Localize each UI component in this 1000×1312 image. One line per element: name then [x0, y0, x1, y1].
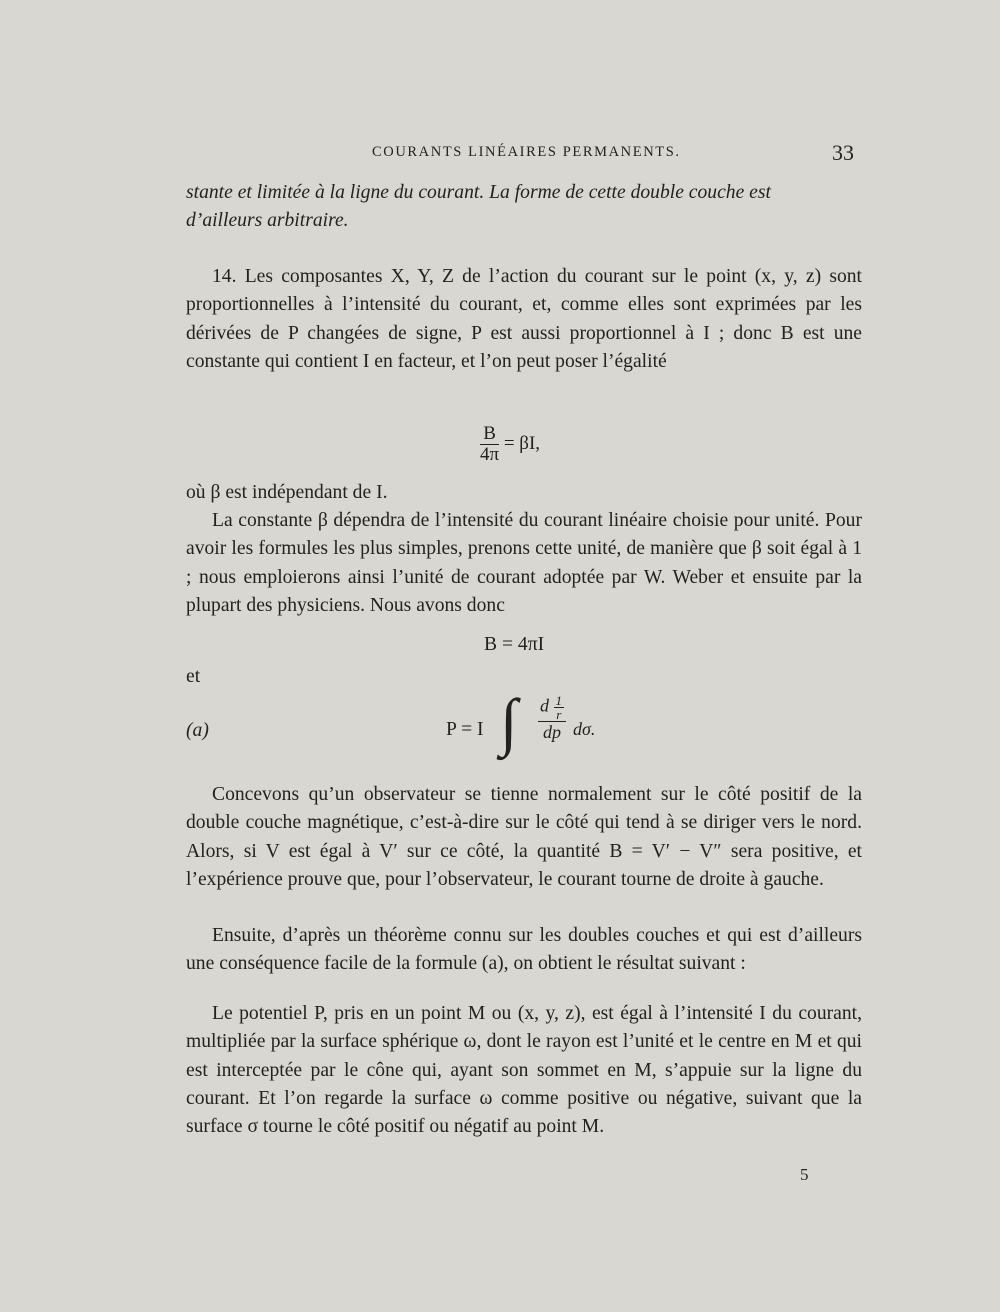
paragraph-beta: [186, 479, 862, 507]
paragraph-continuation: [186, 179, 862, 236]
differential-d: d: [540, 695, 549, 716]
page-number: 33: [832, 140, 854, 165]
integral-sign: ∫: [500, 686, 518, 757]
inner-denominator: r: [556, 707, 562, 722]
fraction-numerator: B: [480, 424, 499, 445]
text-line: d’ailleurs arbitraire.: [186, 210, 349, 232]
fraction: [538, 694, 566, 742]
paragraph-text: 14. Les composantes X, Y, Z de l’action du courant sur le point (x, y, z) sont proportionnelles à l’intensité du courant, et, comme elles sont exprimées par les dérivées de P changées de signe, P est aussi proportionnel à I ; donc B est une constante qui contient I en facteur, et l’on peut poser l’égalité: [186, 266, 862, 372]
inner-numerator: 1: [555, 693, 562, 708]
fraction-denominator: dp: [543, 722, 561, 742]
conjunction-et: et: [186, 666, 201, 687]
paragraph-theorem: [186, 922, 862, 979]
paragraph-14: [186, 263, 862, 376]
fraction-numerator: [538, 694, 566, 722]
integrand-fraction: [538, 694, 566, 742]
equation-rhs: = βI,: [503, 432, 541, 454]
fraction: [480, 424, 499, 465]
paragraph-text: La constante β dépendra de l’intensité du courant linéaire choisie pour unité. Pour avoir les formules les plus simples, prenons cette unité, de manière que β soit égal à 1 ; nous emploierons ainsi l’unité de courant adoptée par W. Weber et ensuite par la plupart des physiciens. Nous avons donc: [186, 510, 862, 616]
paragraph-text: Le potentiel P, pris en un point M ou (x, y, z), est égal à l’intensité I du courant, multipliée par la surface sphérique ω, dont le rayon est l’unité et le centre en M et qui est interceptée par le cône qui, ayant son sommet en M, s’appuie sur la ligne du courant. Et l’on regarde la surface ω comme positive ou négative, suivant que la surface σ tourne le côté positif ou négatif au point M.: [186, 1003, 862, 1138]
equation-lhs: P = I: [446, 719, 484, 740]
text-line: stante et limitée à la ligne du courant. La forme de cette double couche est: [186, 182, 771, 203]
paragraph-potential: [186, 1000, 862, 1141]
running-header: COURANTS LINÉAIRES PERMANENTS.: [372, 144, 681, 160]
paragraph-observer: [186, 781, 862, 894]
paragraph-text: Concevons qu’un observateur se tienne normalement sur le côté positif de la double couche magnétique, c’est-à-dire sur le côté qui tend à se diriger vers le nord. Alors, si V est égal à V′ sur ce côté, la quantité B = V′ − V″ sera positive, et l’expérience prouve que, pour l’observateur, le courant tourne de droite à gauche.: [186, 784, 862, 890]
paragraph-text: Ensuite, d’après un théorème connu sur les doubles couches et qui est d’ailleurs une conséquence facile de la formule (a), on obtient le résultat suivant :: [186, 925, 862, 975]
fraction-denominator: 4π: [480, 444, 500, 465]
equation-b-4pi-i: B = 4πI: [484, 634, 545, 655]
equation-b-over-4pi: [480, 424, 540, 465]
paragraph-unit: [186, 507, 862, 620]
paragraph-text: où β est indépendant de I.: [186, 482, 388, 503]
signature-mark: 5: [800, 1165, 809, 1184]
equation-label: (a): [186, 720, 209, 741]
integrand-tail: dσ.: [573, 719, 596, 739]
one-over-r: [554, 694, 565, 721]
